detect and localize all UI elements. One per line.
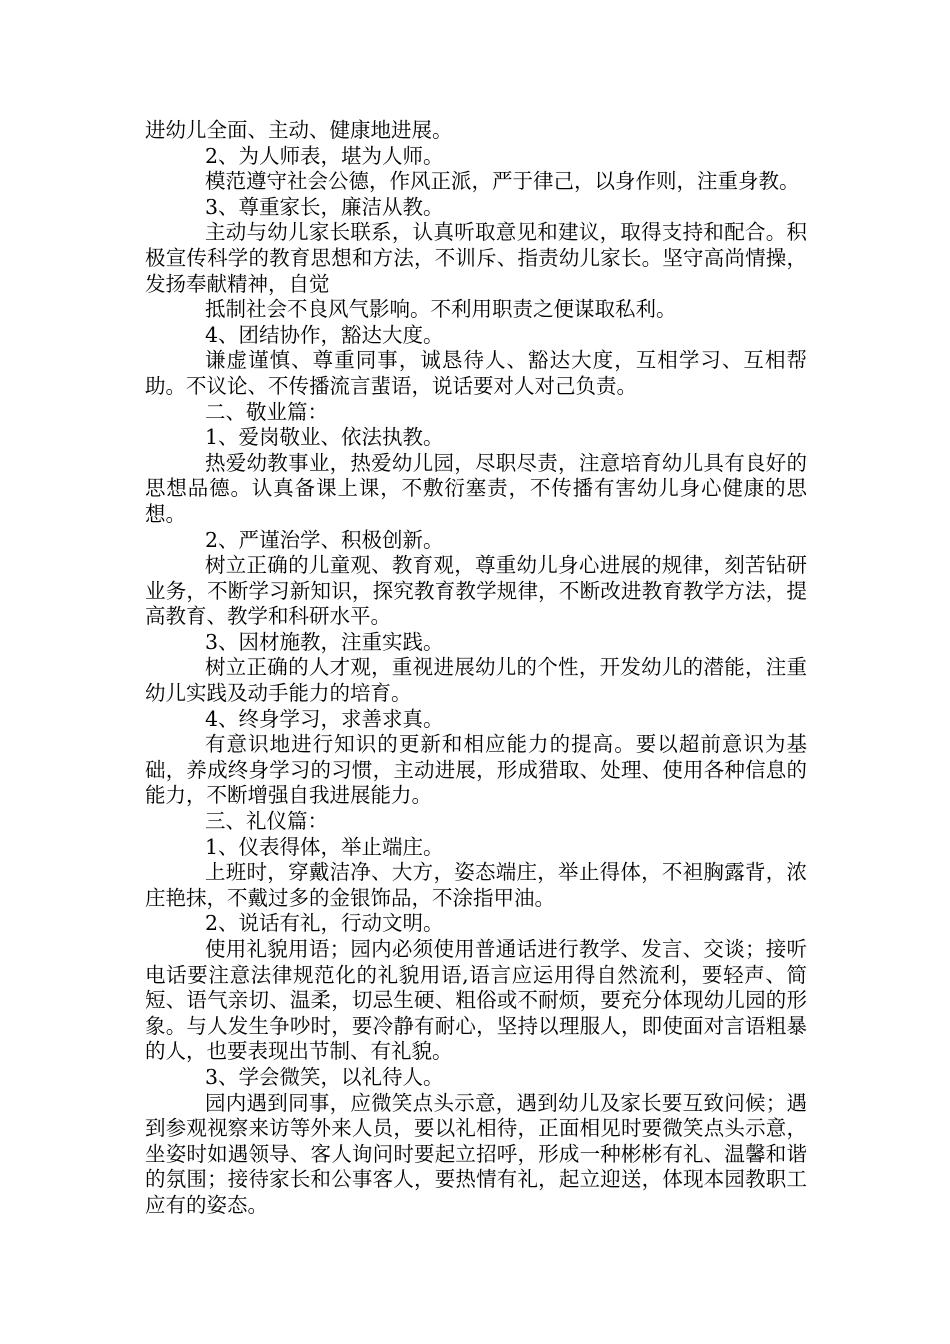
paragraph: 抵制社会不良风气影响。不利用职责之便谋取私利。 [205, 297, 677, 322]
paragraph: 模范遵守社会公德，作风正派，严于律己，以身作则，注重身教。 [205, 169, 800, 194]
paragraph: 使用礼貌用语；园内必须使用普通话进行教学、发言、交谈；接听电话要注意法律规范化的礼貌用语,语言应运用得自然流利，要轻声、简短、语气亲切、温柔，切忌生硬、粗俗或不耐烦，要充分体现幼儿园的形象。与人发生争吵时，要冷静有耐心，坚持以理服人，即使面对言语粗暴的人，也要表现出节制、有礼貌。 [145, 937, 807, 1064]
section-item-heading: 3、学会微笑，以礼待人。 [205, 1064, 444, 1089]
section-item-heading: 3、因材施教，注重实践。 [205, 629, 444, 654]
section-item-heading: 2、说话有礼，行动文明。 [205, 911, 444, 936]
section-item-heading: 2、为人师表，堪为人师。 [205, 143, 444, 168]
paragraph: 园内遇到同事，应微笑点头示意，遇到幼儿及家长要互致问候；遇到参观视察来访等外来人员，要以礼相待，正面相见时要微笑点头示意，坐姿时如遇领导、客人询问时要起立招呼，形成一种彬彬有礼、温馨和谐的氛围；接待家长和公事客人，要热情有礼，起立迎送，体现本园教职工应有的姿态。 [145, 1090, 807, 1217]
paragraph: 谦虚谨慎、尊重同事，诚恳待人、豁达大度，互相学习、互相帮助。不议论、不传播流言蜚语，说话要对人对己负责。 [145, 348, 807, 398]
section-item-heading: 3、尊重家长，廉洁从教。 [205, 194, 444, 219]
document-body [145, 118, 807, 1219]
section-item-heading: 1、仪表得体，举止端庄。 [205, 834, 444, 859]
section-item-heading: 4、终身学习，求善求真。 [205, 706, 444, 731]
section-item-heading: 2、严谨治学、积极创新。 [205, 527, 444, 552]
paragraph: 树立正确的人才观，重视进展幼儿的个性，开发幼儿的潜能，注重幼儿实践及动手能力的培育。 [145, 655, 807, 706]
paragraph: 进幼儿全面、主动、健康地进展。 [145, 118, 453, 142]
paragraph: 树立正确的儿童观、教育观，尊重幼儿身心进展的规律，刻苦钻研业务，不断学习新知识，探究教育教学规律，不断改进教育教学方法，提高教育、教学和科研水平。 [145, 553, 807, 629]
section-item-heading: 4、团结协作，豁达大度。 [205, 322, 444, 347]
section-item-heading: 1、爱岗敬业、依法执教。 [205, 425, 444, 450]
paragraph: 热爱幼教事业，热爱幼儿园，尽职尽责，注意培育幼儿具有良好的思想品德。认真备课上课，不敷衍塞责，不传播有害幼儿身心健康的思想。 [145, 450, 807, 526]
paragraph: 有意识地进行知识的更新和相应能力的提高。要以超前意识为基础，养成终身学习的习惯，主动进展，形成猎取、处理、使用各种信息的能力，不断增强自我进展能力。 [145, 732, 807, 808]
chapter-heading: 三、礼仪篇： [205, 809, 328, 834]
paragraph: 主动与幼儿家长联系，认真听取意见和建议，取得支持和配合。积极宣传科学的教育思想和方法，不训斥、指责幼儿家长。坚守高尚情操，发扬奉献精神，自觉 [145, 220, 807, 296]
chapter-heading: 二、敬业篇： [205, 399, 328, 424]
paragraph: 上班时，穿戴洁净、大方，姿态端庄，举止得体，不袒胸露背，浓庄艳抹，不戴过多的金银饰品，不涂指甲油。 [145, 860, 807, 910]
